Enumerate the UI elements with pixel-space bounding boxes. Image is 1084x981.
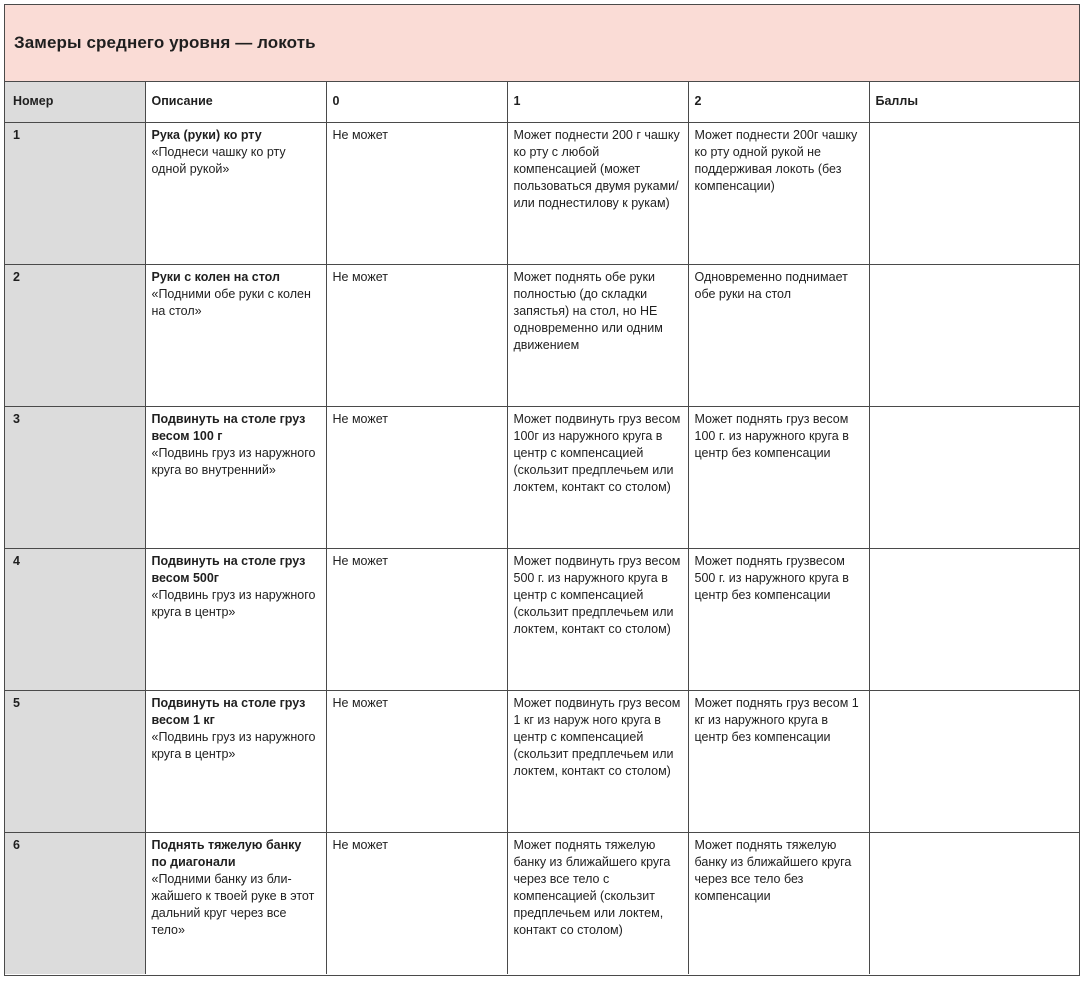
row-number: 6 bbox=[5, 832, 145, 974]
row-number: 2 bbox=[5, 264, 145, 406]
score-2-criteria: Может поднять груз весом 1 кг из наружного круга в центр без компенсации bbox=[688, 690, 869, 832]
column-header-score-0: 0 bbox=[326, 82, 507, 122]
task-title: Рука (руки) ко рту bbox=[151, 127, 262, 142]
score-1-criteria: Может подвинуть груз весом 100г из наружного круга в центр с компенсацией (скользит предплечьем или локтем, контакт со столом) bbox=[507, 406, 688, 548]
task-title: Подвинуть на столе груз весом 500г bbox=[151, 553, 306, 585]
task-instruction: «Поднеси чашку ко рту одной рукой» bbox=[151, 144, 286, 176]
score-2-criteria: Может поднять грузвесом 500 г. из наружного круга в центр без компенсации bbox=[688, 548, 869, 690]
score-1-criteria: Может поднять тяжелую банку из ближайшего круга через все тело с компенсацией (скользит предплечьем или локтем, контакт со столом) bbox=[507, 832, 688, 974]
task-title: Подвинуть на столе груз весом 1 кг bbox=[151, 695, 306, 727]
task-instruction: «Подними банку из ближайшего к твоей руке в этот дальний круг через все тело» bbox=[151, 871, 315, 937]
points-cell[interactable] bbox=[869, 548, 1079, 690]
task-instruction: «Подними обе руки с колен на стол» bbox=[151, 286, 311, 318]
title-band bbox=[5, 5, 1079, 82]
column-header-points: Баллы bbox=[869, 82, 1079, 122]
task-instruction: «Подвинь груз из наружного круга в центр» bbox=[151, 587, 316, 619]
task-instruction: «Подвинь груз из наружного круга в центр» bbox=[151, 729, 316, 761]
row-description bbox=[145, 690, 326, 832]
assessment-table bbox=[5, 82, 1079, 974]
score-1-criteria: Может поднять обе руки полностью (до складки запястья) на стол, но НЕ одновременно или одним движением bbox=[507, 264, 688, 406]
points-cell[interactable] bbox=[869, 832, 1079, 974]
row-number: 4 bbox=[5, 548, 145, 690]
score-2-criteria: Может поднять груз весом 100 г. из наружного круга в центр без компенсации bbox=[688, 406, 869, 548]
task-instruction: «Подвинь груз из наружного круга во внутренний» bbox=[151, 445, 316, 477]
points-cell[interactable] bbox=[869, 690, 1079, 832]
task-title: Подвинуть на столе груз весом 100 г bbox=[151, 411, 306, 443]
score-0-criteria: Не может bbox=[326, 264, 507, 406]
table-row bbox=[5, 690, 1079, 832]
score-0-criteria: Не может bbox=[326, 406, 507, 548]
table-row bbox=[5, 548, 1079, 690]
task-title: Руки с колен на стол bbox=[151, 269, 280, 284]
column-header-number: Номер bbox=[5, 82, 145, 122]
column-header-score-1: 1 bbox=[507, 82, 688, 122]
score-2-criteria: Одновременно поднимает обе руки на стол bbox=[688, 264, 869, 406]
row-description bbox=[145, 264, 326, 406]
score-1-criteria: Может поднести 200 г чашку ко рту с любой компенсацией (может пользоваться двумя руками/ или поднестилову к рукам) bbox=[507, 122, 688, 264]
table-row bbox=[5, 406, 1079, 548]
page-title: Замеры среднего уровня — локоть bbox=[14, 33, 316, 52]
task-title: Поднять тяжелую банку по диагонали bbox=[151, 837, 302, 869]
score-0-criteria: Не может bbox=[326, 122, 507, 264]
row-description bbox=[145, 406, 326, 548]
table-row bbox=[5, 832, 1079, 974]
table-header-row bbox=[5, 82, 1079, 122]
score-0-criteria: Не может bbox=[326, 548, 507, 690]
row-number: 5 bbox=[5, 690, 145, 832]
row-number: 1 bbox=[5, 122, 145, 264]
points-cell[interactable] bbox=[869, 264, 1079, 406]
table-row bbox=[5, 122, 1079, 264]
table-row bbox=[5, 264, 1079, 406]
row-number: 3 bbox=[5, 406, 145, 548]
score-2-criteria: Может поднести 200г чашку ко рту одной рукой не поддерживая локоть (без компенсации) bbox=[688, 122, 869, 264]
row-description bbox=[145, 548, 326, 690]
points-cell[interactable] bbox=[869, 122, 1079, 264]
column-header-score-2: 2 bbox=[688, 82, 869, 122]
score-1-criteria: Может подвинуть груз весом 500 г. из наружного круга в центр с компенсацией (скользит предплечьем или локтем, контакт со столом) bbox=[507, 548, 688, 690]
score-2-criteria: Может поднять тяжелую банку из ближайшего круга через все тело без компенсации bbox=[688, 832, 869, 974]
assessment-sheet bbox=[4, 4, 1080, 976]
score-0-criteria: Не может bbox=[326, 832, 507, 974]
score-0-criteria: Не может bbox=[326, 690, 507, 832]
score-1-criteria: Может подвинуть груз весом 1 кг из наруж ного круга в центр с компенсацией (скользит предплечьем или локтем, контакт со столом) bbox=[507, 690, 688, 832]
points-cell[interactable] bbox=[869, 406, 1079, 548]
row-description bbox=[145, 122, 326, 264]
row-description bbox=[145, 832, 326, 974]
column-header-description: Описание bbox=[145, 82, 326, 122]
